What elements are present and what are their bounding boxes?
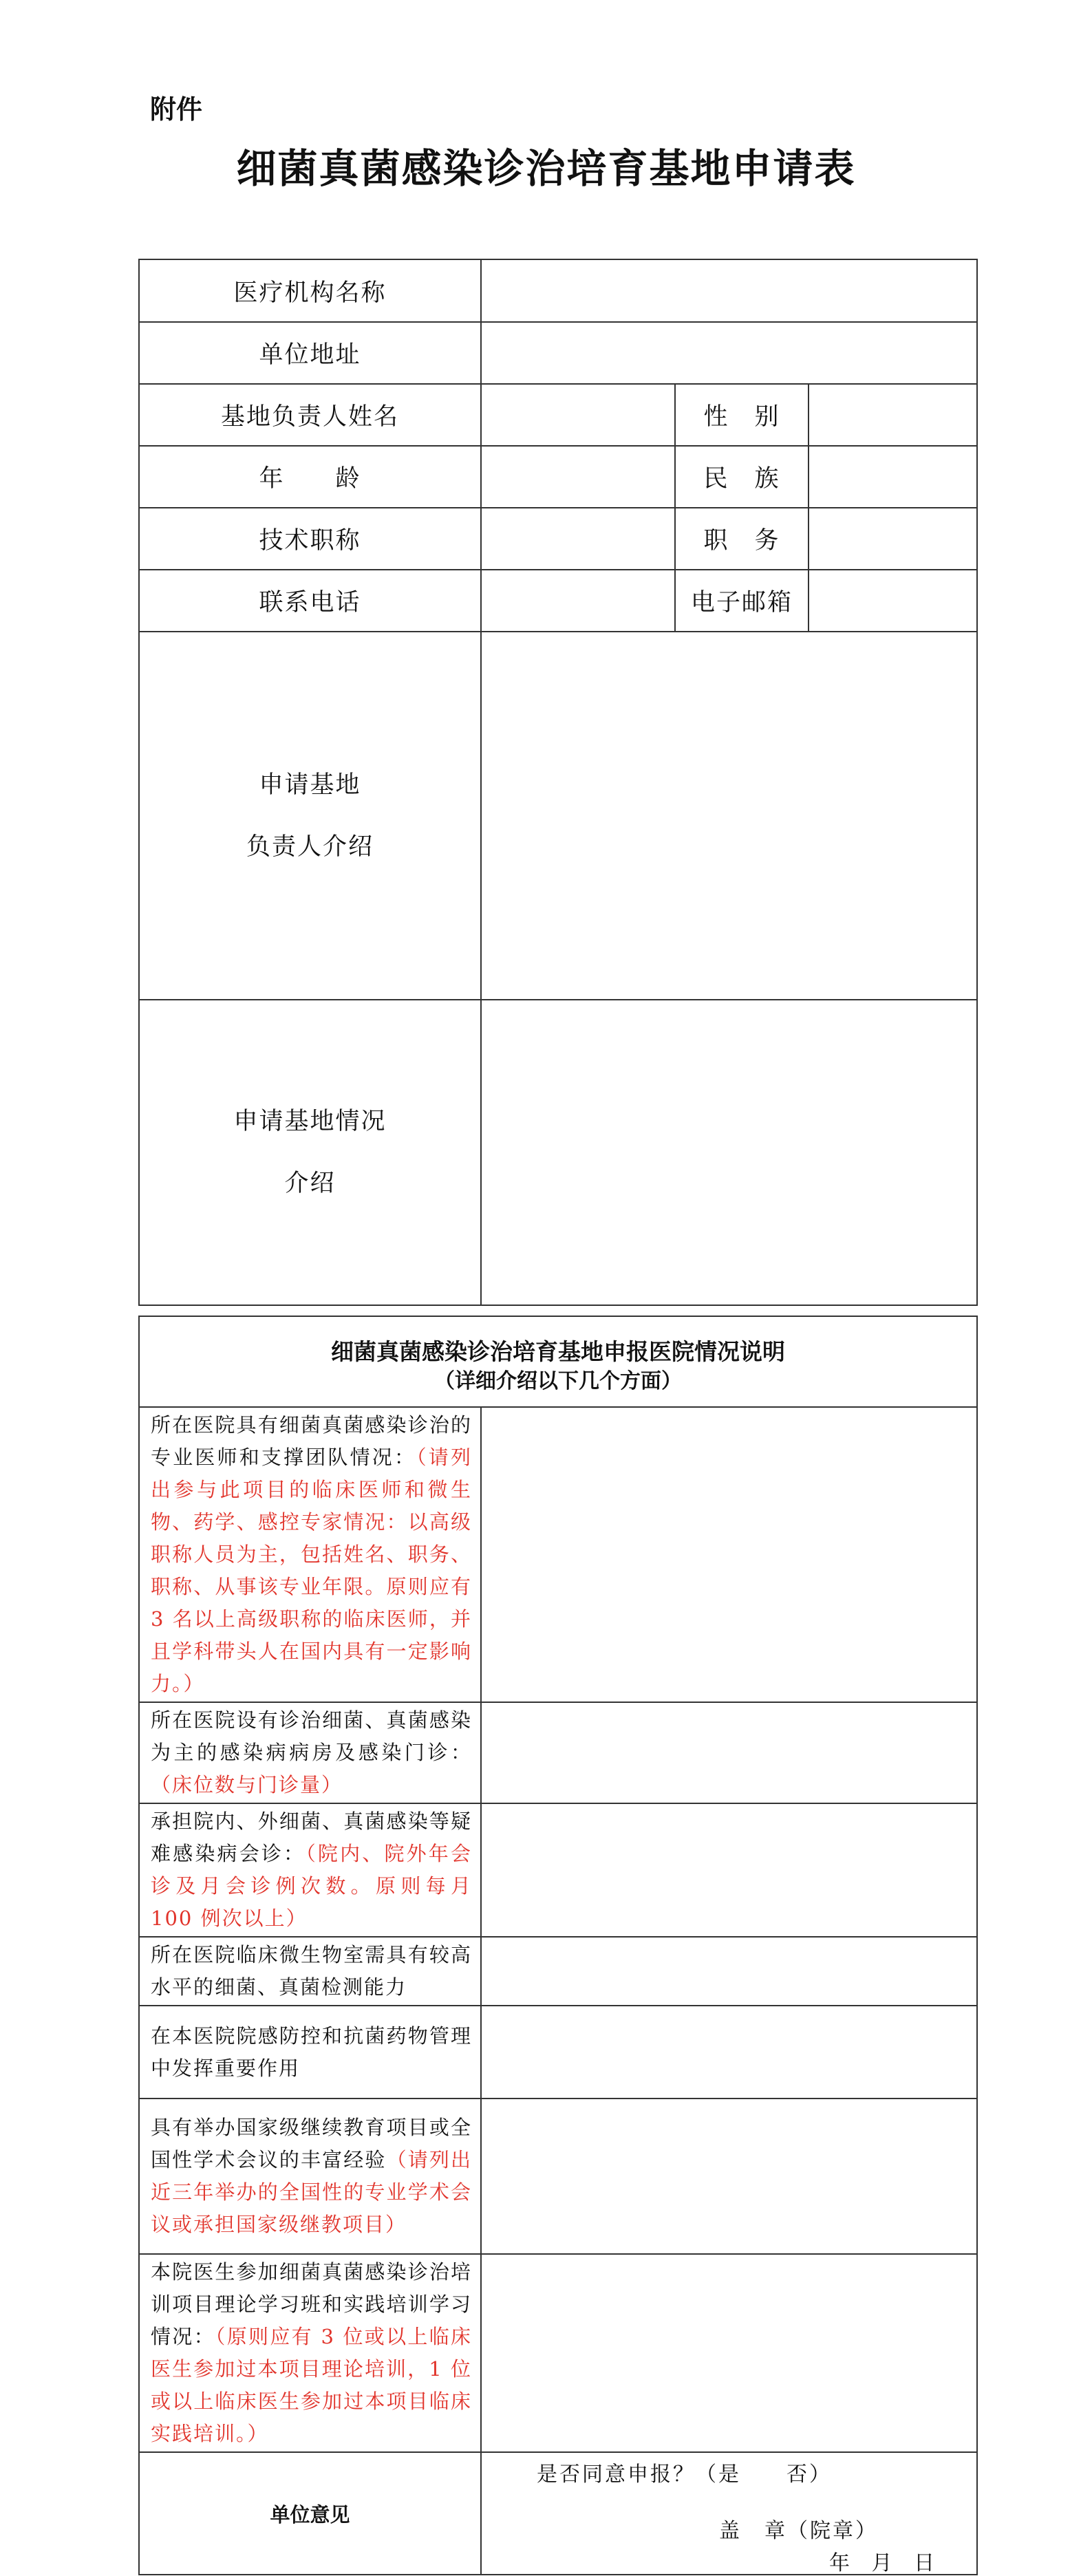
section-header — [139, 1316, 977, 1407]
item-7-label — [139, 2254, 481, 2452]
item-5-label — [139, 2006, 481, 2099]
item-7-note: （原则应有 3 位或以上临床医生参加过本项目理论培训，1 位或以上临床医生参加过本项目临床实践培训。） — [151, 2325, 472, 2445]
item-1-note: （请列出参与此项目的临床医师和微生物、药学、感控专家情况：以高级职称人员为主，包括姓名、职务、职称、从事该专业年限。原则应有 3 名以上高级职称的临床医师，并且学科带头人在国内具有一定影响力。） — [151, 1446, 472, 1695]
item-6-field[interactable] — [481, 2099, 977, 2254]
phone-label: 联系电话 — [139, 570, 481, 632]
item-1-text: 所在医院具有细菌真菌感染诊治的专业医师和支撑团队情况： — [151, 1413, 472, 1469]
item-4-label — [139, 1937, 481, 2006]
item-4-field[interactable] — [481, 1937, 977, 2006]
item-6-text: 具有举办国家级继续教育项目或全国性学术会议的丰富经验 — [151, 2116, 472, 2171]
leader-intro-label — [139, 632, 481, 1000]
org-name-field[interactable] — [481, 259, 977, 322]
item-2-label — [139, 1702, 481, 1803]
opinion-date: 年 月 日 — [829, 2551, 935, 2575]
address-label: 单位地址 — [139, 322, 481, 384]
section-subtitle: （详细介绍以下几个方面） — [434, 1369, 682, 1393]
opinion-field[interactable] — [481, 2452, 977, 2575]
item-7-field[interactable] — [481, 2254, 977, 2452]
tech-title-label: 技术职称 — [139, 508, 481, 570]
leader-intro-field[interactable] — [481, 632, 977, 1000]
age-label: 年 龄 — [139, 446, 481, 508]
address-field[interactable] — [481, 322, 977, 384]
leader-intro-line1: 申请基地 — [259, 771, 361, 799]
base-intro-line2: 介绍 — [284, 1170, 336, 1197]
opinion-question: 是否同意申报？（是 否） — [537, 2462, 832, 2487]
item-3-label — [139, 1803, 481, 1937]
item-3-note: （院内、院外年会诊及月会诊例次数。原则每月 100 例次以上） — [151, 1842, 472, 1930]
item-1-field[interactable] — [481, 1407, 977, 1702]
hospital-situation-table — [138, 1316, 978, 2575]
leader-intro-line2: 负责人介绍 — [246, 833, 374, 861]
age-field[interactable] — [481, 446, 675, 508]
item-2-text: 所在医院设有诊治细菌、真菌感染为主的感染病病房及感染门诊： — [151, 1708, 472, 1764]
base-intro-field[interactable] — [481, 1000, 977, 1305]
org-name-label: 医疗机构名称 — [139, 259, 481, 322]
item-2-field[interactable] — [481, 1702, 977, 1803]
phone-field[interactable] — [481, 570, 675, 632]
item-3-text: 承担院内、外细菌、真菌感染等疑难感染病会诊： — [151, 1810, 472, 1865]
base-intro-line1: 申请基地情况 — [233, 1108, 387, 1135]
item-6-label — [139, 2099, 481, 2254]
attachment-label: 附件 — [150, 94, 203, 125]
email-label: 电子邮箱 — [675, 570, 809, 632]
item-6-note: （请列出近三年举办的全国性的专业学术会议或承担国家级继教项目） — [151, 2148, 472, 2236]
section-title: 细菌真菌感染诊治培育基地申报医院情况说明 — [331, 1338, 785, 1365]
item-1-label — [139, 1407, 481, 1702]
email-field[interactable] — [809, 570, 977, 632]
application-form-table — [138, 259, 978, 1306]
leader-name-field[interactable] — [481, 384, 675, 446]
tech-title-field[interactable] — [481, 508, 675, 570]
item-4-text: 所在医院临床微生物室需具有较高水平的细菌、真菌检测能力 — [151, 1943, 472, 1999]
item-2-note: （床位数与门诊量） — [151, 1773, 343, 1796]
opinion-label: 单位意见 — [139, 2452, 481, 2575]
gender-field[interactable] — [809, 384, 977, 446]
base-intro-label — [139, 1000, 481, 1305]
opinion-seal: 盖 章（院章） — [719, 2519, 878, 2543]
item-5-field[interactable] — [481, 2006, 977, 2099]
ethnicity-field[interactable] — [809, 446, 977, 508]
page-title: 细菌真菌感染诊治培育基地申请表 — [236, 145, 856, 192]
ethnicity-label: 民 族 — [675, 446, 809, 508]
position-label: 职 务 — [675, 508, 809, 570]
gender-label: 性 别 — [675, 384, 809, 446]
item-3-field[interactable] — [481, 1803, 977, 1937]
position-field[interactable] — [809, 508, 977, 570]
item-5-text: 在本医院院感防控和抗菌药物管理中发挥重要作用 — [151, 2024, 472, 2080]
item-7-text: 本院医生参加细菌真菌感染诊治培训项目理论学习班和实践培训学习情况： — [151, 2260, 472, 2348]
leader-name-label: 基地负责人姓名 — [139, 384, 481, 446]
